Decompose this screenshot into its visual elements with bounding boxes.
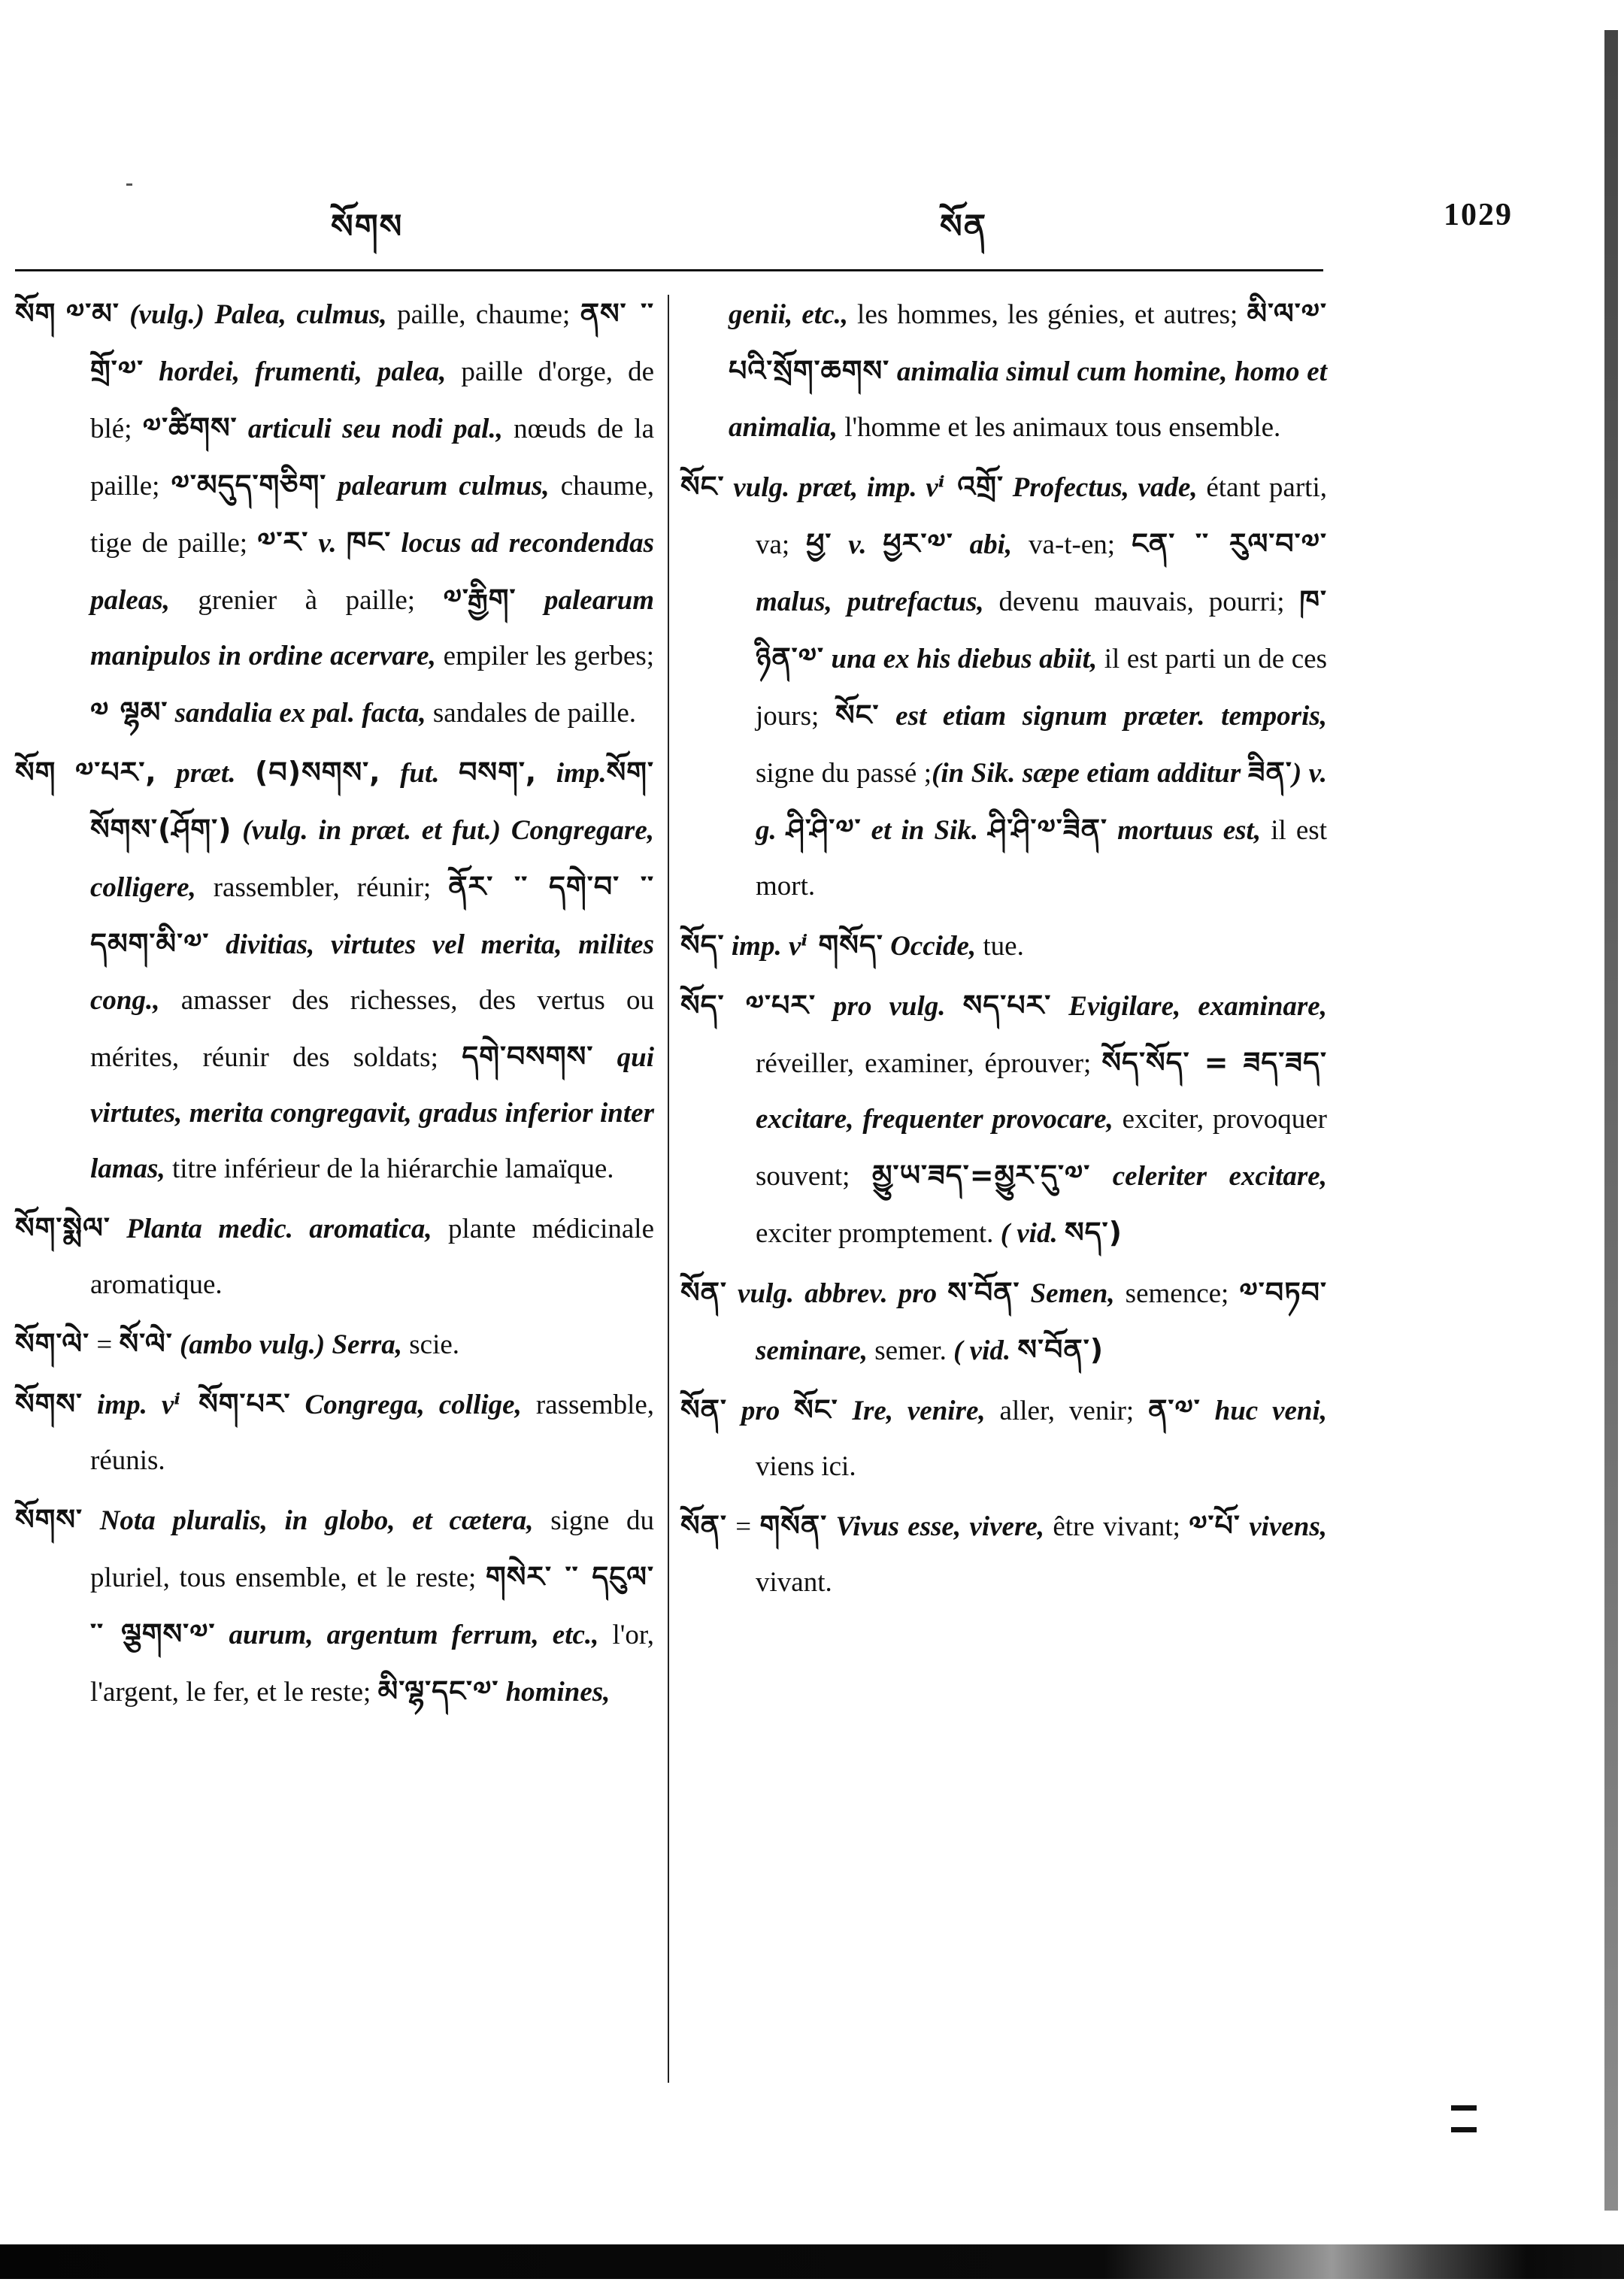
latin-gloss: ( vid. (953, 1335, 1011, 1366)
french-gloss: titre inférieur de la hiérarchie lamaïque. (165, 1153, 614, 1184)
right-column (680, 286, 1327, 1614)
french-gloss: semer. (868, 1335, 954, 1366)
latin-gloss: abi, (953, 529, 1013, 560)
abbrev: præt. (156, 758, 255, 789)
scan-bottom-border (0, 2244, 1624, 2279)
abbrev: v. (308, 528, 347, 559)
tibetan-text: མི་ལྷ་དང་༧་ (377, 1674, 499, 1708)
latin-gloss: hordei, frumenti, palea, (144, 356, 447, 387)
french-gloss: nœuds de la paille; (90, 414, 654, 502)
french-gloss: signe du pluriel, tous ensemble, et le reste; (90, 1505, 654, 1593)
dictionary-entry (15, 1200, 654, 1313)
header-rule (15, 269, 1323, 271)
tibetan-text: ༧་མ་ (65, 297, 120, 330)
tibetan-text: གསོད་ (807, 929, 883, 962)
french-gloss: scie. (402, 1329, 460, 1360)
headword: སོན་ (680, 1509, 727, 1542)
abbrev: vⁱ (788, 931, 808, 962)
french-gloss: réveiller, examiner, éprouver; (756, 1048, 1102, 1079)
latin-gloss: est etiam signum præter. temporis, (879, 701, 1327, 732)
french-gloss: étant parti, va; (756, 472, 1327, 560)
latin-gloss: seminare, (756, 1335, 868, 1366)
abbrev: vⁱ (926, 472, 945, 503)
french-gloss: chaume, tige de paille; (90, 471, 655, 559)
latin-gloss: qui virtutes, merita congregavit, gradus inferior inter lamas, (90, 1042, 654, 1184)
french-gloss: semence; (1114, 1278, 1240, 1309)
left-column (15, 286, 654, 1723)
headword: སོགས་ (15, 1503, 83, 1536)
french-gloss: va-t-en; (1012, 529, 1132, 560)
french-gloss: amasser des richesses, des vertus ou mérites, réunir des soldats; (90, 985, 654, 1073)
tibetan-text: སད་) (1064, 1216, 1123, 1249)
tibetan-text: ཟིན་ (1247, 756, 1292, 789)
tibetan-text: མི་ལ་༧་པའི་སྲོག་ཆགས་ (729, 297, 1328, 387)
french-gloss: plante médicinale aromatique. (90, 1214, 654, 1300)
french-gloss: sandales de paille. (426, 698, 637, 729)
french-gloss: paille d'orge, de blé; (90, 356, 654, 444)
french-gloss: être vivant; (1044, 1511, 1189, 1542)
headword: སོན་ (680, 1276, 727, 1309)
tibetan-text: ༧་ར་ (257, 526, 309, 559)
latin-gloss: mortuus est, (1107, 815, 1262, 846)
latin-gloss: Occide, (883, 931, 977, 962)
dictionary-entry (15, 744, 654, 1197)
dictionary-entry (15, 1316, 654, 1373)
tibetan-text: སོག་པར་ (180, 1387, 291, 1420)
headword: སོག (15, 297, 56, 330)
abbrev: v. (832, 529, 883, 560)
tibetan-text: ༧ ལྷམ་ (90, 696, 168, 729)
dictionary-entry (15, 1376, 654, 1489)
french-gloss: l'homme et les animaux tous ensemble. (837, 412, 1281, 443)
dictionary-entry (680, 977, 1327, 1262)
latin-gloss: locus ad recondendas paleas, (90, 528, 654, 616)
latin-gloss: (in Sik. sæpe etiam additur (932, 758, 1248, 789)
tibetan-text: གསེར་ ་་ དངུལ་ ་་ ལྕགས་༧་ (90, 1560, 654, 1650)
tibetan-text: སོད་སོད་ = ཟད་ཟད་ (1101, 1046, 1327, 1079)
tibetan-text: མྱུ་ཡ་ཟད་=མྱུར་དུ་༧་ (871, 1159, 1091, 1192)
tibetan-text: སོ་ལེ་ (119, 1327, 173, 1360)
latin-gloss: palearum manipulos in ordine acervare, (90, 585, 654, 671)
french-gloss: l'or, l'argent, le fer, et le reste; (90, 1620, 654, 1708)
tibetan-text: སོག་ སོགས་(ཤོག་) (90, 756, 654, 846)
dictionary-entry (680, 459, 1327, 914)
headword: སོག་སྨེལ་ (15, 1211, 111, 1244)
scan-dust-speck (126, 183, 132, 186)
latin-gloss: (ambo vulg.) Serra, (172, 1329, 402, 1360)
latin-gloss: Planta medic. aromatica, (110, 1214, 432, 1244)
headword: སོད་ (680, 989, 725, 1022)
latin-gloss: genii, etc., (729, 299, 848, 330)
abbrev: imp. (537, 758, 607, 789)
french-gloss: tue. (976, 931, 1024, 962)
abbrev: vulg. præt, imp. (724, 472, 926, 503)
tibetan-text: ༧་རྒྱིག་ (443, 583, 517, 616)
equals-sign: = (726, 1511, 760, 1542)
french-gloss: aller, venir; (985, 1396, 1149, 1426)
latin-gloss: homines, (498, 1677, 611, 1708)
dictionary-entry (680, 917, 1327, 974)
french-gloss: vivant. (756, 1567, 832, 1598)
tibetan-text: (བ)སགས་, (254, 756, 381, 789)
latin-gloss: malus, putrefactus, (756, 586, 984, 617)
tibetan-text: ༧་པར་ (724, 989, 817, 1022)
latin-gloss: divitias, virtutes vel merita, milites cong., (90, 929, 654, 1016)
dictionary-entry (680, 1498, 1327, 1611)
headword: སོན་ (680, 1393, 727, 1426)
french-gloss: empiler les gerbes; (435, 641, 654, 671)
french-gloss: rassemble, réunis. (90, 1390, 655, 1476)
tibetan-text: དགེ་བསགས་ (462, 1040, 594, 1073)
tibetan-text: བསག་, (459, 756, 538, 789)
latin-gloss: Nota pluralis, in globo, et cætera, (83, 1505, 534, 1536)
headword: སོག་ལེ་ (15, 1327, 90, 1360)
latin-gloss: excitare, frequenter provocare, (756, 1104, 1113, 1135)
abbrev: fut. (380, 758, 459, 789)
tibetan-text: ཤི་ཤི་༧་ཟིན་ (988, 813, 1107, 846)
page-edge-shadow (1604, 30, 1618, 2211)
headword: སོང་ (680, 470, 725, 503)
dictionary-entry (680, 1265, 1327, 1379)
dictionary-entry-continued (680, 286, 1327, 456)
tibetan-text: སད་པར་ (962, 989, 1052, 1022)
tibetan-text: འགྲོ་ (944, 470, 1004, 503)
tibetan-text: ༧་བཏབ་ (1239, 1276, 1327, 1309)
latin-gloss: Evigilare, examinare, (1051, 991, 1327, 1022)
latin-gloss: ( vid. (1000, 1218, 1058, 1249)
abbrev: pro (726, 1396, 795, 1426)
headword: སོད་ (680, 929, 725, 962)
abbrev: vulg. abbrev. pro (726, 1278, 948, 1309)
tibetan-text: ཕྱ་ (806, 527, 832, 560)
tibetan-text: ༧་པོ་ (1189, 1509, 1241, 1542)
latin-gloss: ) v. g. (756, 758, 1327, 846)
signature-mark (1451, 2105, 1477, 2132)
page-number: 1029 (1444, 198, 1513, 232)
latin-gloss: sandalia ex pal. facta, (168, 698, 426, 729)
tibetan-text: ན་༧་ (1148, 1393, 1201, 1426)
latin-gloss: una ex his diebus abiit, (824, 644, 1098, 674)
headword: སོག (15, 756, 56, 789)
tibetan-text: ཤི་ཤི་༧་ (786, 813, 862, 846)
french-gloss: devenu mauvais, pourri; (983, 586, 1300, 617)
tibetan-text: སོང་ (835, 699, 880, 732)
french-gloss: grenier à paille; (169, 585, 444, 616)
latin-gloss: Vivus esse, vivere, (827, 1511, 1045, 1542)
tibetan-text: ཁ་ཉིན་༧་ (756, 584, 1327, 674)
running-head-left: སོགས (331, 208, 404, 246)
column-divider (668, 295, 669, 2083)
latin-gloss: Ire, venire, (838, 1396, 986, 1426)
tibetan-text: ༧་མདུད་གཅིག་ (171, 468, 327, 502)
french-gloss: il est mort. (756, 815, 1327, 902)
french-gloss: exciter promptement. (756, 1218, 1001, 1249)
latin-gloss: (vulg.) Palea, culmus, (129, 299, 387, 330)
abbrev: imp. (724, 931, 789, 962)
latin-gloss: huc veni, (1200, 1396, 1328, 1426)
latin-gloss: celeriter excitare, (1090, 1161, 1327, 1192)
latin-gloss: palearum culmus, (326, 471, 550, 502)
tibetan-text: ནོར་ ་་ དགེ་བ་ ་་ དམག་མི་༧་ (90, 870, 654, 960)
latin-gloss: Profectus, vade, (1003, 472, 1198, 503)
latin-gloss: Semen, (1020, 1278, 1115, 1309)
french-gloss: paille, chaume; (386, 299, 580, 330)
equals-sign: = (89, 1329, 120, 1360)
tibetan-text: སོང་ (794, 1393, 838, 1426)
latin-gloss: animalia simul cum homine, homo et animalia, (729, 356, 1327, 443)
running-head-center: སོན (940, 208, 988, 246)
tibetan-text: ཕྱར་༧་ (883, 527, 953, 560)
latin-gloss: (vulg. in præt. et fut.) Congregare, colligere, (90, 815, 654, 903)
abbrev: vⁱ (161, 1390, 181, 1420)
tibetan-text: ས་བོན་ (947, 1276, 1020, 1309)
abbrev: pro vulg. (816, 991, 963, 1022)
latin-gloss: articuli seu nodi pal., (237, 414, 503, 444)
latin-gloss: aurum, argentum ferrum, etc., (215, 1620, 599, 1650)
latin-gloss: Congrega, collige, (290, 1390, 522, 1420)
tibetan-text: ས་བོན་) (1017, 1333, 1104, 1366)
abbrev: imp. (83, 1390, 162, 1420)
latin-gloss: et in Sik. (861, 815, 989, 846)
french-gloss: il est parti un de ces jours; (756, 644, 1327, 732)
french-gloss: les hommes, les génies, et autres; (848, 299, 1247, 330)
latin-gloss: vivens, (1240, 1511, 1327, 1542)
french-gloss: signe du passé ; (756, 758, 932, 789)
headword: སོགས་ (15, 1387, 83, 1420)
french-gloss: exciter, provoquer souvent; (756, 1104, 1327, 1192)
dictionary-entry (15, 1492, 654, 1720)
tibetan-text: ནས་ ་་ གྲོ་༧་ (90, 297, 655, 387)
french-gloss: viens ici. (756, 1451, 856, 1482)
tibetan-text: ༧་ཚིགས་ (142, 411, 238, 444)
dictionary-entry (680, 1382, 1327, 1495)
tibetan-text: ༧་པར་, (74, 756, 157, 789)
french-gloss: rassembler, réunir; (195, 872, 449, 903)
tibetan-text: གསོན་ (759, 1509, 828, 1542)
dictionary-entry (15, 286, 654, 741)
tibetan-text: ཁང་ (346, 526, 392, 559)
tibetan-text: ངན་ ་་ རུལ་བ་༧་ (1131, 527, 1327, 560)
